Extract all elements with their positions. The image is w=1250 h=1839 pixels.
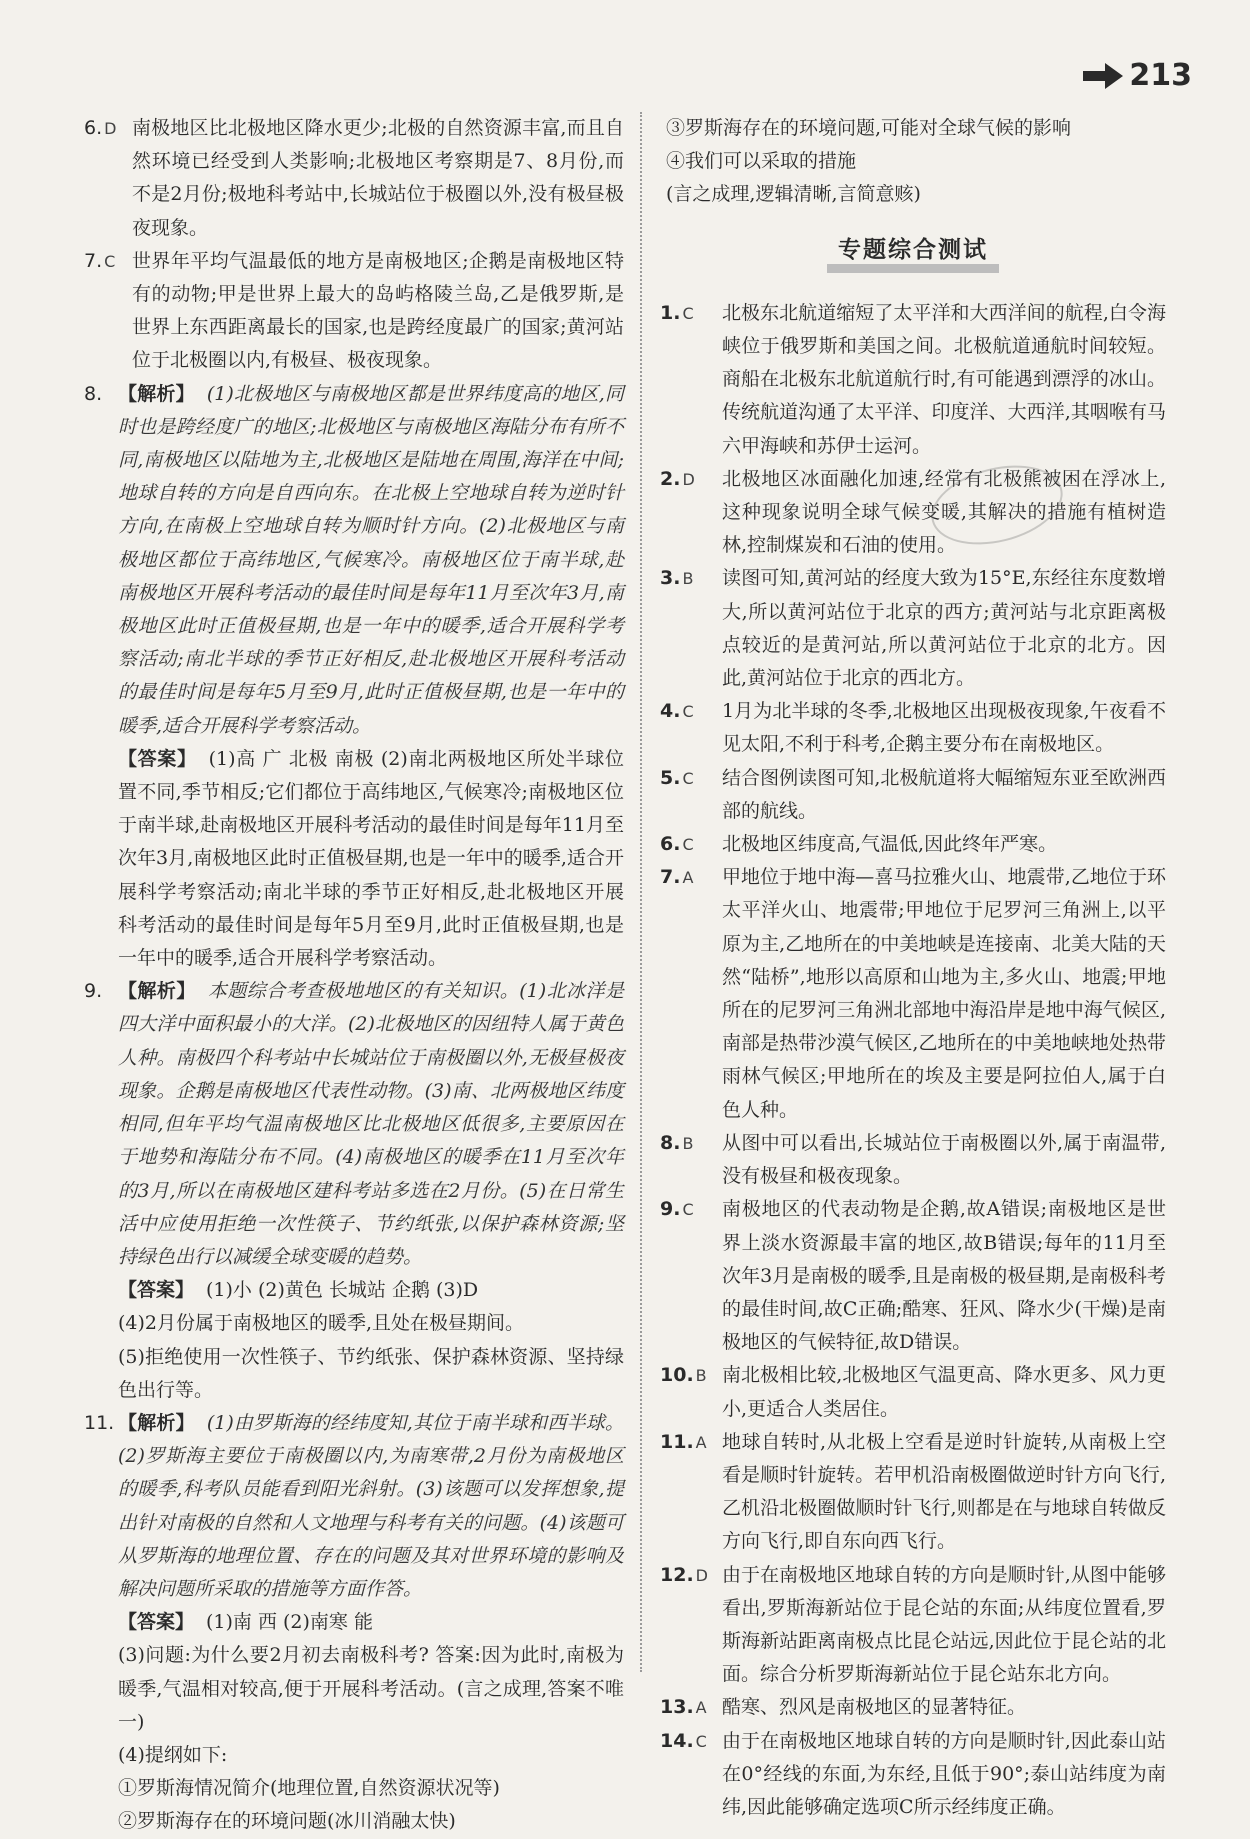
answer-line: (1)南 西 (2)南寒 能	[206, 1611, 373, 1634]
question-number: 6.	[84, 117, 103, 139]
answer-letter: C	[682, 702, 694, 722]
answer-letter: A	[695, 1698, 707, 1718]
question-number: 11.	[660, 1430, 694, 1453]
answer-letter: B	[682, 569, 694, 589]
question-number: 8.	[84, 382, 103, 405]
answer-line: ③罗斯海存在的环境问题,可能对全球气候的影响	[666, 117, 1072, 139]
question-text: 由于在南极地区地球自转的方向是顺时针,因此泰山站在0°经线的东面,为东经,且低于90°;泰山站纬度为南纬,因此能够确定选项C所示经纬度正确。	[722, 1729, 1166, 1818]
question-text: 北极地区纬度高,气温低,因此终年严寒。	[722, 833, 1058, 856]
question-number: 9.	[660, 1198, 681, 1221]
question-text: 南极地区的代表动物是企鹅,故A错误;南极地区是世界上淡水资源最丰富的地区,故B错误;每年的11月至次年3月是南极的暖季,且是南极的极昼期,是南极科考的最佳时间,故C正确;酷寒、狂风、降水少(干燥)是南极地区的气候特征,故D错误。	[722, 1198, 1166, 1354]
q11-continuation	[632, 112, 1166, 212]
answer-line: ①罗斯海情况简介(地理位置,自然资源状况等)	[118, 1777, 500, 1800]
question-11	[84, 1407, 624, 1606]
test-answers-list	[660, 297, 1166, 1824]
answer-line: (1)小 (2)黄色 长城站 企鹅 (3)D	[206, 1279, 479, 1302]
answer-letter: B	[682, 1133, 694, 1153]
answer-letter: A	[682, 868, 694, 888]
question-number: 9.	[84, 980, 103, 1003]
column-divider	[640, 112, 642, 1672]
test-question	[660, 1559, 1166, 1692]
question-number: 8.	[660, 1131, 681, 1154]
question-7	[84, 245, 624, 378]
question-text: 北极东北航道缩短了太平洋和大西洋间的航程,白令海峡位于俄罗斯和美国之间。北极航道通航时间较短。商船在北极东北航道航行时,有可能遇到漂浮的冰山。传统航道沟通了太平洋、印度洋、大西洋,其咽喉有马六甲海峡和苏伊士运河。	[722, 301, 1166, 457]
answer-text: (1)高 广 北极 南极 (2)南北两极地区所处半球位置不同,季节相反;它们都位于高纬地区,气候寒冷;南极地区位于南半球,赴南极地区开展科考活动的最佳时间是每年11月至次年3月,南极地区此时正值极昼期,也是一年中的暖季,适合开展科学考察活动;南北半球的季节正好相反,赴北极地区开展科考活动的最佳时间是每年5月至9月,此时正值极昼期,也是一年中的暖季,适合开展科学考察活动。	[118, 747, 624, 970]
answer-line: (4)提纲如下:	[118, 1743, 228, 1766]
answer-letter: B	[695, 1366, 707, 1386]
question-number: 2.	[660, 467, 681, 490]
answer-letter: C	[682, 768, 694, 788]
answer-block-11	[84, 1606, 624, 1838]
test-question	[660, 463, 1166, 563]
test-question	[660, 1691, 1166, 1724]
analysis-text: 本题综合考查极地地区的有关知识。(1)北冰洋是四大洋中面积最小的大洋。(2)北极地区的因纽特人属于黄色人种。南极四个科考站中长城站位于南极圈以外,无极昼极夜现象。企鹅是南极地区代表性动物。(3)南、北两极地区纬度相同,但年平均气温南极地区比北极地区低很多,主要原因在于地势和海陆分布不同。(4)南极地区的暖季在11月至次年的3月,所以在南极地区建科考站多选在2月份。(5)在日常生活中应使用拒绝一次性筷子、节约纸张,以保护森林资源;坚持绿色出行以减缓全球变暖的趋势。	[118, 980, 624, 1268]
answer-letter: D	[682, 469, 695, 489]
answer-block-9	[84, 1274, 624, 1407]
question-text: 南极地区比北极地区降水更少;北极的自然资源丰富,而且自然环境已经受到人类影响;北极地区考察期是7、8月份,而不是2月份;极地科考站中,长城站位于极圈以外,没有极昼极夜现象。	[132, 117, 624, 239]
answer-tag: 【答案】	[118, 1279, 195, 1302]
question-text: 北极地区冰面融化加速,经常有北极熊被困在浮冰上,这种现象说明全球气候变暖,其解决的措施有植树造林,控制煤炭和石油的使用。	[722, 467, 1166, 557]
answer-block-8	[84, 743, 624, 975]
answer-letter: D	[104, 119, 117, 138]
answer-letter: D	[695, 1565, 708, 1585]
question-text: 1月为北半球的冬季,北极地区出现极夜现象,午夜看不见太阳,不利于科考,企鹅主要分布在南极地区。	[722, 700, 1166, 756]
question-6	[84, 112, 624, 245]
question-text: 酷寒、烈风是南极地区的显著特征。	[722, 1696, 1027, 1719]
answer-letter: C	[695, 1731, 707, 1751]
answer-tag: 【答案】	[118, 1611, 195, 1634]
question-number: 12.	[660, 1563, 694, 1586]
test-question	[660, 1127, 1166, 1193]
question-number: 13.	[660, 1696, 694, 1719]
test-question	[660, 695, 1166, 761]
answer-letter: C	[682, 1200, 694, 1220]
question-number: 1.	[660, 301, 681, 324]
test-question	[660, 1359, 1166, 1425]
test-question	[660, 861, 1166, 1127]
arrow-right-icon	[1083, 63, 1123, 89]
answer-line: (5)拒绝使用一次性筷子、节约纸张、保护森林资源、坚持绿色出行等。	[118, 1345, 624, 1401]
question-number: 7.	[660, 866, 681, 889]
question-number: 11.	[84, 1411, 115, 1434]
test-question	[660, 762, 1166, 828]
answer-line: (3)问题:为什么要2月初去南极科考? 答案:因为此时,南极为暖季,气温相对较高,便于开展科考活动。(言之成理,答案不唯一)	[118, 1644, 624, 1733]
question-number: 5.	[660, 766, 681, 789]
test-question	[660, 828, 1166, 861]
answer-letter: C	[682, 835, 694, 855]
question-text: 由于在南极地区地球自转的方向是顺时针,从图中能够看出,罗斯海新站位于昆仑站的东面;从纬度位置看,罗斯海新站距离南极点比昆仑站远,因此位于昆仑站的北面。综合分析罗斯海新站位于昆仑站东北方向。	[722, 1563, 1166, 1686]
analysis-text: (1)由罗斯海的经纬度知,其位于南半球和西半球。(2)罗斯海主要位于南极圈以内,为南寒带,2月份为南极地区的暖季,科考队员能看到阳光斜射。(3)该题可以发挥想象,提出针对南极的自然和人文地理与科考有关的问题。(4)该题可从罗斯海的地理位置、存在的问题及其对世界环境的影响及解决问题所采取的措施等方面作答。	[118, 1411, 624, 1600]
question-text: 结合图例读图可知,北极航道将大幅缩短东亚至欧洲西部的航线。	[722, 766, 1166, 822]
question-number: 3.	[660, 567, 681, 590]
question-number: 4.	[660, 700, 681, 723]
question-text: 从图中可以看出,长城站位于南极圈以外,属于南温带,没有极昼和极夜现象。	[722, 1131, 1166, 1188]
answer-line: (言之成理,逻辑清晰,言简意赅)	[666, 183, 921, 206]
question-number: 10.	[660, 1364, 694, 1387]
test-question	[660, 562, 1166, 695]
question-8	[84, 378, 624, 743]
analysis-text: (1)北极地区与南极地区都是世界纬度高的地区,同时也是跨经度广的地区;北极地区与南极地区海陆分布有所不同,南极地区以陆地为主,北极地区是陆地在周围,海洋在中间;地球自转的方向是自西向东。在北极上空地球自转为逆时针方向,在南极上空地球自转为顺时针方向。(2)北极地区与南极地区都位于高纬地区,气候寒冷。南极地区位于南半球,赴南极地区开展科考活动的最佳时间是每年11月至次年3月,南极地区此时正值极昼期,也是一年中的暖季,适合开展科学考察活动;南北半球的季节正好相反,赴北极地区开展科考活动的最佳时间是每年5月至9月,此时正值极昼期,也是一年中的暖季,适合开展科学考察活动。	[118, 382, 624, 737]
question-text: 世界年平均气温最低的地方是南极地区;企鹅是南极地区特有的动物;甲是世界上最大的岛屿格陵兰岛,乙是俄罗斯,是世界上东西距离最长的国家,也是跨经度最广的国家;黄河站位于北极圈以内,有极昼、极夜现象。	[132, 249, 624, 372]
test-question	[660, 1725, 1166, 1825]
answer-line: (4)2月份属于南极地区的暖季,且处在极昼期间。	[118, 1312, 525, 1335]
answer-tag: 【答案】	[118, 747, 197, 770]
left-column	[84, 112, 624, 1839]
analysis-tag: 【解析】	[118, 980, 196, 1003]
question-text: 地球自转时,从北极上空看是逆时针旋转,从南极上空看是顺时针旋转。若甲机沿南极圈做逆时针方向飞行,乙机沿北极圈做顺时针飞行,则都是在与地球自转做反方向飞行,即自东向西飞行。	[722, 1430, 1166, 1553]
question-text: 南北极相比较,北极地区气温更高、降水更多、风力更小,更适合人类居住。	[722, 1364, 1166, 1420]
test-question	[660, 297, 1166, 463]
answer-line: ②罗斯海存在的环境问题(冰川消融太快)	[118, 1810, 456, 1833]
analysis-tag: 【解析】	[118, 382, 195, 405]
question-number: 14.	[660, 1729, 694, 1752]
question-number: 7.	[84, 249, 103, 272]
answer-letter: A	[695, 1432, 707, 1452]
question-number: 6.	[660, 833, 681, 856]
page-number: 213	[1129, 58, 1192, 93]
answer-line: ④我们可以采取的措施	[666, 150, 857, 173]
question-text: 读图可知,黄河站的经度大致为15°E,东经往东度数增大,所以黄河站位于北京的西方;黄河站与北京距离极点较近的是黄河站,所以黄河站位于北京的北方。因此,黄河站位于北京的西北方。	[722, 567, 1166, 690]
question-text: 甲地位于地中海—喜马拉雅火山、地震带,乙地位于环太平洋火山、地震带;甲地位于尼罗河三角洲上,以平原为主,乙地所在的中美地峡是连接南、北美大陆的天然“陆桥”,地形以高原和山地为主,多火山、地震;甲地所在的尼罗河三角洲北部地中海沿岸是地中海气候区,南部是热带沙漠气候区,乙地所在的中美地峡地处热带雨林气候区;甲地所在的埃及主要是阿拉伯人,属于白色人种。	[722, 866, 1166, 1121]
answer-letter: C	[682, 303, 694, 323]
test-question	[660, 1193, 1166, 1359]
test-question	[660, 1426, 1166, 1559]
page-number-badge	[1083, 58, 1192, 93]
question-9	[84, 975, 624, 1274]
section-title: 专题综合测试	[833, 234, 993, 273]
answer-letter: C	[104, 251, 116, 271]
analysis-tag: 【解析】	[118, 1411, 195, 1434]
right-column	[660, 112, 1166, 1824]
